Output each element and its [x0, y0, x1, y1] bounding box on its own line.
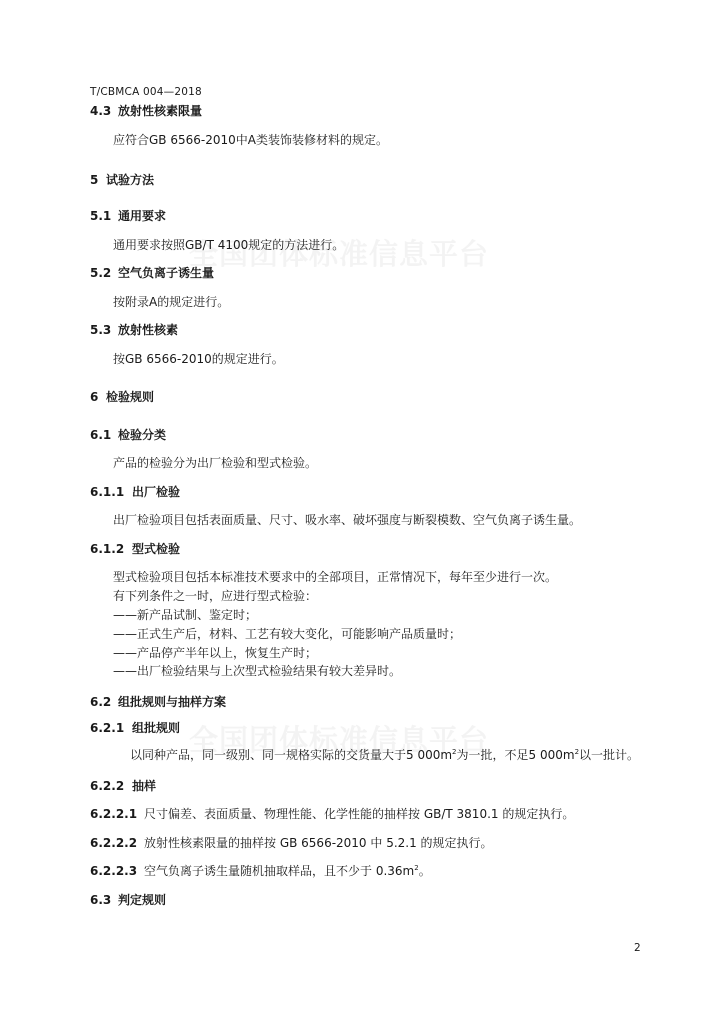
section-heading [90, 388, 154, 405]
paragraph: 出厂检验项目包括表面质量、尺寸、吸水率、破坏强度与断裂模数、空气负离子诱生量。 [113, 513, 582, 527]
section-number: 6.1.1 [90, 485, 125, 499]
paragraph: 型式检验项目包括本标准技术要求中的全部项目，正常情况下，每年至少进行一次。 [113, 570, 558, 584]
section-heading [90, 719, 180, 736]
section-heading [90, 264, 214, 281]
section-title: 出厂检验 [132, 485, 181, 499]
section-title: 判定规则 [118, 893, 167, 907]
list-item: ——新产品试制、鉴定时； [113, 608, 258, 622]
section-number: 4.3 [90, 104, 112, 118]
section-heading [90, 540, 180, 557]
clause-text: 空气负离子诱生量随机抽取样品，且不少于 0.36m [144, 864, 415, 878]
section-title: 检验规则 [106, 390, 155, 404]
paragraph-text: 以一批计。 [579, 748, 640, 762]
clause-text: 尺寸偏差、表面质量、物理性能、化学性能的抽样按 GB/T 3810.1 的规定执行。 [144, 807, 575, 821]
section-heading [90, 426, 166, 443]
clause-text: 放射性核素限量的抽样按 GB 6566-2010 中 5.2.1 的规定执行。 [144, 836, 493, 850]
clause [90, 862, 431, 879]
clause-number: 6.2.2.1 [90, 807, 138, 821]
list-item: ——出厂检验结果与上次型式检验结果有较大差异时。 [113, 664, 402, 678]
section-title: 组批规则与抽样方案 [118, 695, 227, 709]
section-number: 6.2.2 [90, 779, 125, 793]
paragraph [130, 746, 639, 763]
section-number: 5.3 [90, 323, 112, 337]
clause [90, 834, 493, 851]
section-title: 空气负离子诱生量 [118, 266, 215, 280]
paragraph: 有下列条件之一时，应进行型式检验： [113, 589, 318, 603]
section-title: 组批规则 [132, 721, 181, 735]
paragraph: 通用要求按照GB/T 4100规定的方法进行。 [113, 238, 345, 252]
section-title: 抽样 [132, 779, 157, 793]
section-heading [90, 891, 166, 908]
section-number: 5.1 [90, 209, 112, 223]
section-heading [90, 483, 180, 500]
superscript: 2 [414, 864, 419, 872]
paragraph: 产品的检验分为出厂检验和型式检验。 [113, 456, 318, 470]
section-title: 放射性核素限量 [118, 104, 203, 118]
page-number: 2 [634, 942, 641, 954]
section-number: 6.3 [90, 893, 112, 907]
section-heading [90, 102, 202, 119]
clause-number: 6.2.2.2 [90, 836, 138, 850]
section-number: 6 [90, 390, 99, 404]
paragraph-text: 以同种产品，同一级别、同一规格实际的交货量大于5 000m [130, 748, 453, 762]
list-item: ——正式生产后，材料、工艺有较大变化，可能影响产品质量时； [113, 627, 462, 641]
section-number: 5.2 [90, 266, 112, 280]
paragraph: 按GB 6566-2010的规定进行。 [113, 352, 284, 366]
section-heading [90, 207, 166, 224]
section-title: 放射性核素 [118, 323, 179, 337]
section-heading [90, 693, 226, 710]
section-number: 6.1 [90, 428, 112, 442]
section-title: 试验方法 [106, 173, 155, 187]
paragraph: 按附录A的规定进行。 [113, 295, 230, 309]
list-item: ——产品停产半年以上，恢复生产时； [113, 646, 318, 660]
superscript: 2 [452, 748, 457, 756]
section-title: 通用要求 [118, 209, 167, 223]
clause-text: 。 [418, 864, 431, 878]
document-code-header: T/CBMCA 004—2018 [90, 86, 202, 98]
section-heading [90, 321, 178, 338]
section-title: 型式检验 [132, 542, 181, 556]
superscript: 2 [574, 748, 580, 756]
section-number: 6.2 [90, 695, 112, 709]
section-number: 6.2.1 [90, 721, 125, 735]
section-number: 6.1.2 [90, 542, 125, 556]
section-heading [90, 777, 156, 794]
paragraph: 应符合GB 6566-2010中A类装饰装修材料的规定。 [113, 133, 388, 147]
section-number: 5 [90, 173, 99, 187]
section-title: 检验分类 [118, 428, 167, 442]
section-heading [90, 171, 154, 188]
clause [90, 805, 574, 822]
paragraph-text: 为一批，不足5 000m [456, 748, 575, 762]
clause-number: 6.2.2.3 [90, 864, 138, 878]
